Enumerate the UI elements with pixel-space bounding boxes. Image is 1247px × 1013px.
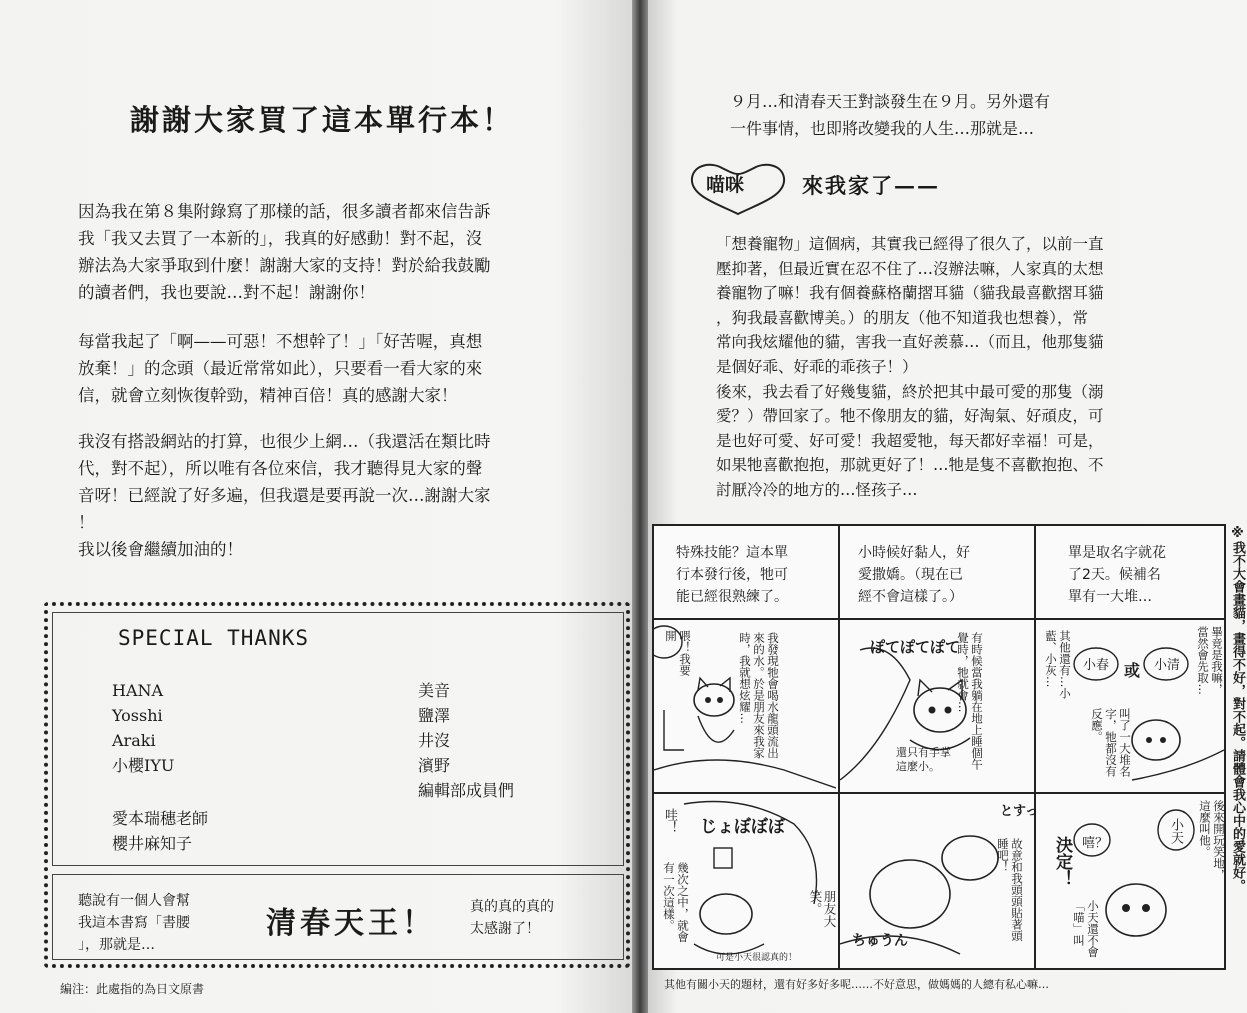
comic-bubble: 小天 <box>1168 818 1183 844</box>
comic-note: 可是小天很認真的！ <box>716 953 798 963</box>
paragraph-2: 每當我起了「啊——可惡！不想幹了！」「好苦喔，真想 放棄！」的念頭（最近常常如此），只要看一看大家的來 信，就會立刻恢復幹勁，精神百倍！真的感謝大家！ <box>78 332 483 405</box>
comic-text: 或 <box>1124 661 1141 680</box>
comic-caption-2: 小時候好黏人，好 愛撒嬌。（現在已 經不會這樣了。） <box>858 545 970 605</box>
comic-bubble: 嘻？ <box>1082 836 1109 851</box>
comic-text: 幾次之中，就會有一次這樣。 <box>662 862 690 943</box>
comic-text: 決定！ <box>1052 836 1072 887</box>
right-paragraph: 「想養寵物」這個病，其實我已經得了很久了，以前一直 壓抑著，但最近實在忍不住了…沒辦法嘛，人家真的太想 養寵物了嘛！我有個養蘇格蘭摺耳貓（貓我最喜歡摺耳貓 ，狗我最喜歡博美。）的朋友（他不知道我也想養），常 常向我炫耀他的貓，害我一直好羨慕…（而且，他那隻貓 是個好乖、好乖的乖孩子！） 後來，我去看了好幾隻貓，終於把其中最可愛的那隻（溺 愛？）帶回家了。牠不像朋友的貓，好淘氣、好頑皮，可 是也好可愛、好可愛！我超愛牠，每天都好幸福！可是， 如果牠喜歡抱抱，那就更好了！…牠是隻不喜歡抱抱、不 討厭冷冷的地方的…怪孩子… <box>716 235 1104 499</box>
comic-text: 其他還有…小藍、小灰… <box>1044 630 1072 699</box>
comic-text: 叫了一大堆名字，牠都沒有反應。 <box>1090 708 1132 777</box>
names-column-1: HANA Yosshi Araki 小櫻IYU <box>112 681 175 775</box>
comic-sfx: ちゅうん <box>852 933 908 949</box>
right-intro: ９月…和清春天王對談發生在９月。另外還有 一件事情，也即將改變我的人生…那就是… <box>730 92 1051 138</box>
comic-text: 朋友大笑。 <box>808 890 837 928</box>
obi-note: 聽說有一個人會幫 我這本書寫「書腰 」，那就是… <box>78 893 190 953</box>
comic-sfx: じょぼぼぼ <box>700 817 785 837</box>
comic-name-option: 小清 <box>1154 658 1181 673</box>
comic-text: 畢竟是我嘛，當然會先取… <box>1196 626 1224 695</box>
comic-text: 後來開玩笑地，這麼叫他。 <box>1198 800 1226 881</box>
paragraph-1: 因為我在第８集附錄寫了那樣的話，很多讀者都來信告訴 我「我又去買了一本新的」，我真的好感動！對不起，沒 辦法為大家爭取到什麼！謝謝大家的支持！對於給我鼓勵 的讀者們，我也要說…對不起！謝謝你！ <box>78 202 491 302</box>
paragraph-3: 我沒有搭設網站的打算，也很少上網…（我還活在類比時 代，對不起），所以唯有各位來信，我才聽得見大家的聲 音呀！已經說了好多遍，但我還是要再說一次…謝謝大家 ！ 我以後會繼續加油的！ <box>78 432 491 559</box>
comic-sfx: とすっ <box>1000 804 1039 819</box>
comic-bubble: 喂！我要開 <box>664 630 692 676</box>
comic-sfx: ぽてぽてぽて <box>870 638 961 656</box>
comic-text: 我發現牠會喝水龍頭流出來的水。於是朋友來我家時，我就想炫耀… <box>738 632 780 759</box>
names-column-3: 愛本瑞穗老師 櫻井麻知子 <box>112 809 209 853</box>
comic-text: 故意和我頭頭貼著頭睡吧！ <box>996 838 1024 942</box>
comic-text: 有時候當我躺在地上睡個午覺時，牠就會… <box>956 632 984 770</box>
obi-title: 清春天王！ <box>266 906 436 941</box>
comic-note: 還只有手掌這麼小。 <box>896 746 951 773</box>
editor-footnote: 編注：此處指的為日文原書 <box>60 982 205 996</box>
book-gutter <box>632 0 648 1013</box>
heading-rest: 來我家了—— <box>802 173 940 198</box>
comic-bubble: 哇！ <box>662 808 677 834</box>
obi-thanks: 真的真的真的 太感謝了！ <box>470 899 554 937</box>
comic-bottom-caption: 其他有關小天的題材，還有好多好多呢……不好意思，做媽媽的人總有私心嘛… <box>664 978 1049 991</box>
comic-caption-1: 特殊技能？這本單 行本發行後，牠可 能已經很熟練了。 <box>676 545 788 605</box>
comic-text: 小天還不會「喵」叫 <box>1072 900 1100 958</box>
special-thanks-heading: SPECIAL THANKS <box>118 626 310 650</box>
side-note: ※我不大會畫貓，畫得不好，對不起。請體會我心中的愛就好。 <box>1230 526 1245 892</box>
comic-name-option: 小春 <box>1083 658 1110 673</box>
left-title: 謝謝大家買了這本單行本！ <box>130 103 515 137</box>
comic-caption-3: 單是取名字就花 了2天。候補名 單有一大堆… <box>1068 545 1166 605</box>
names-column-2: 美音 鹽澤 井沒 濱野 編輯部成員們 <box>418 681 515 800</box>
heart-label: 喵咪 <box>706 174 745 196</box>
